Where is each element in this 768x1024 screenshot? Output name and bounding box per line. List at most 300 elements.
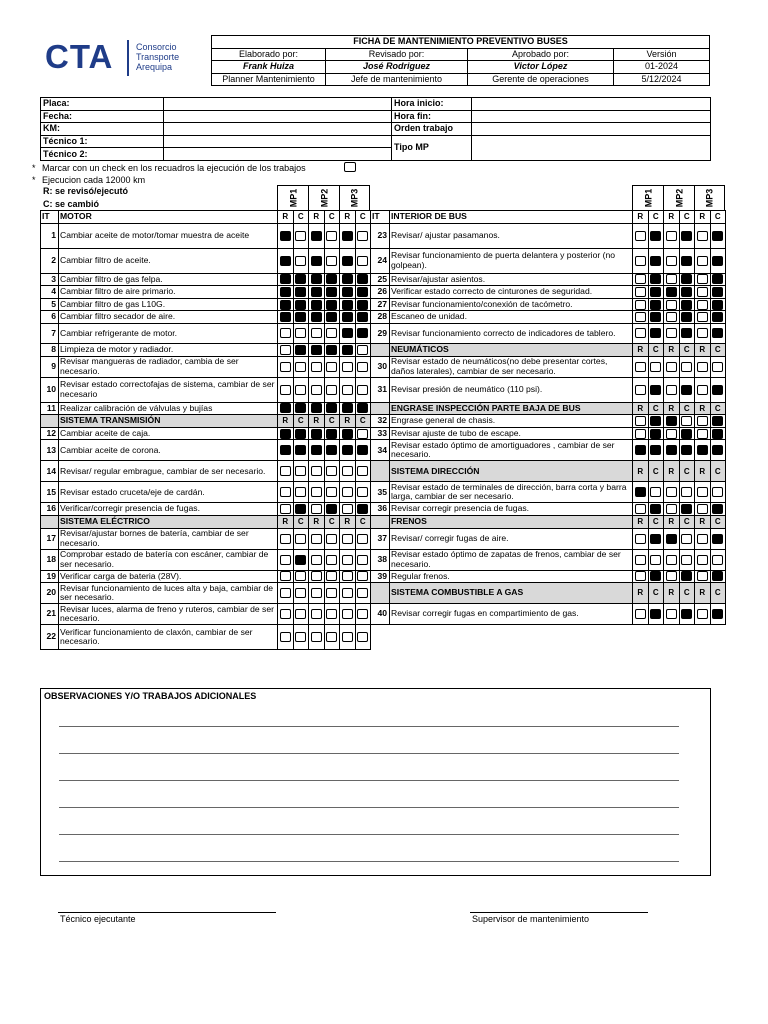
checkbox-filled[interactable] bbox=[311, 300, 322, 310]
checkbox-filled[interactable] bbox=[712, 287, 723, 297]
checkbox-filled[interactable] bbox=[666, 445, 677, 455]
item-number: 39 bbox=[371, 570, 390, 583]
checkbox-empty[interactable] bbox=[635, 429, 646, 439]
checkbox-filled[interactable] bbox=[326, 287, 337, 297]
checkbox-filled[interactable] bbox=[650, 416, 661, 426]
checkbox-empty[interactable] bbox=[697, 609, 708, 619]
checkbox-empty[interactable] bbox=[635, 312, 646, 322]
checkbox-filled[interactable] bbox=[712, 445, 723, 455]
checkbox-filled[interactable] bbox=[650, 300, 661, 310]
checkbox-filled[interactable] bbox=[342, 256, 353, 266]
checkbox-filled[interactable] bbox=[712, 231, 723, 241]
checkbox-empty[interactable] bbox=[326, 256, 337, 266]
checkbox-filled[interactable] bbox=[326, 300, 337, 310]
observation-line[interactable] bbox=[59, 861, 679, 862]
checkbox-empty[interactable] bbox=[357, 609, 368, 619]
checkbox-empty[interactable] bbox=[697, 429, 708, 439]
checkbox-filled[interactable] bbox=[342, 345, 353, 355]
checkbox-empty[interactable] bbox=[295, 487, 306, 497]
checkbox-filled[interactable] bbox=[280, 256, 291, 266]
checkbox-empty[interactable] bbox=[326, 571, 337, 581]
check-cell bbox=[710, 311, 726, 324]
checkbox-filled[interactable] bbox=[635, 445, 646, 455]
checkbox-filled[interactable] bbox=[295, 274, 306, 284]
checkbox-filled[interactable] bbox=[650, 385, 661, 395]
checkbox-filled[interactable] bbox=[342, 231, 353, 241]
checkbox-filled[interactable] bbox=[311, 403, 322, 413]
checkbox-filled[interactable] bbox=[681, 256, 692, 266]
checkbox-empty[interactable] bbox=[280, 588, 291, 598]
checkbox-filled[interactable] bbox=[666, 287, 677, 297]
checkbox-empty[interactable] bbox=[635, 416, 646, 426]
supervisor-signature-line[interactable] bbox=[470, 912, 648, 913]
check-cell bbox=[695, 323, 711, 343]
checkbox-empty[interactable] bbox=[681, 534, 692, 544]
check-cell bbox=[293, 273, 309, 286]
checkbox-empty[interactable] bbox=[326, 362, 337, 372]
checkbox-empty[interactable] bbox=[311, 571, 322, 581]
checkbox-empty[interactable] bbox=[712, 555, 723, 565]
checkbox-empty[interactable] bbox=[342, 504, 353, 514]
checkbox-empty[interactable] bbox=[697, 287, 708, 297]
checkbox-empty[interactable] bbox=[666, 504, 677, 514]
observation-line[interactable] bbox=[59, 780, 679, 781]
checkbox-filled[interactable] bbox=[650, 231, 661, 241]
checkbox-empty[interactable] bbox=[635, 385, 646, 395]
checkbox-empty[interactable] bbox=[712, 487, 723, 497]
km-field[interactable] bbox=[164, 123, 392, 136]
check-cell bbox=[309, 570, 325, 583]
checkbox-filled[interactable] bbox=[342, 274, 353, 284]
check-cell bbox=[695, 273, 711, 286]
checkbox-empty[interactable] bbox=[635, 274, 646, 284]
checkbox-empty[interactable] bbox=[311, 632, 322, 642]
checkbox-filled[interactable] bbox=[712, 385, 723, 395]
checkbox-filled[interactable] bbox=[311, 429, 322, 439]
check-cell bbox=[293, 625, 309, 650]
hora-inicio-field[interactable] bbox=[472, 98, 711, 111]
observation-line[interactable] bbox=[59, 726, 679, 727]
checkbox-empty[interactable] bbox=[697, 487, 708, 497]
checkbox-empty[interactable] bbox=[280, 328, 291, 338]
checkbox-filled[interactable] bbox=[295, 445, 306, 455]
checkbox-filled[interactable] bbox=[311, 231, 322, 241]
checkbox-empty[interactable] bbox=[280, 385, 291, 395]
checkbox-empty[interactable] bbox=[295, 588, 306, 598]
observations-box bbox=[40, 688, 711, 876]
checklist-row bbox=[41, 583, 371, 604]
checkbox-filled[interactable] bbox=[326, 274, 337, 284]
checkbox-filled[interactable] bbox=[712, 429, 723, 439]
checkbox-filled[interactable] bbox=[650, 571, 661, 581]
checkbox-empty[interactable] bbox=[357, 466, 368, 476]
checkbox-filled[interactable] bbox=[635, 487, 646, 497]
checkbox-empty[interactable] bbox=[342, 487, 353, 497]
checkbox-empty[interactable] bbox=[342, 385, 353, 395]
checkbox-empty[interactable] bbox=[280, 632, 291, 642]
checkbox-empty[interactable] bbox=[326, 588, 337, 598]
checkbox-filled[interactable] bbox=[342, 300, 353, 310]
checkbox-empty[interactable] bbox=[635, 362, 646, 372]
checkbox-filled[interactable] bbox=[326, 429, 337, 439]
checkbox-empty[interactable] bbox=[635, 555, 646, 565]
item-description: Regular frenos. bbox=[390, 570, 633, 583]
checkbox-filled[interactable] bbox=[295, 403, 306, 413]
checkbox-empty[interactable] bbox=[666, 555, 677, 565]
check-cell bbox=[340, 570, 356, 583]
checkbox-empty[interactable] bbox=[311, 555, 322, 565]
checkbox-empty[interactable] bbox=[295, 362, 306, 372]
checkbox-empty[interactable] bbox=[342, 555, 353, 565]
check-cell bbox=[648, 286, 664, 299]
rc-column-header: R bbox=[340, 415, 356, 428]
checkbox-empty[interactable] bbox=[357, 429, 368, 439]
checkbox-empty[interactable] bbox=[342, 609, 353, 619]
checkbox-filled[interactable] bbox=[681, 274, 692, 284]
item-description: Revisar funcionamiento de puerta delantera y posterior (no golpean). bbox=[390, 248, 633, 273]
checkbox-filled[interactable] bbox=[311, 274, 322, 284]
checkbox-filled[interactable] bbox=[295, 300, 306, 310]
checkbox-filled[interactable] bbox=[681, 312, 692, 322]
checkbox-empty[interactable] bbox=[697, 231, 708, 241]
checkbox-empty[interactable] bbox=[311, 466, 322, 476]
checkbox-filled[interactable] bbox=[650, 534, 661, 544]
checklist-row bbox=[41, 440, 371, 461]
checkbox-filled[interactable] bbox=[681, 445, 692, 455]
checkbox-empty[interactable] bbox=[326, 555, 337, 565]
checkbox-filled[interactable] bbox=[295, 312, 306, 322]
hora-fin-field[interactable] bbox=[472, 110, 711, 123]
section-title: SISTEMA ELÉCTRICO bbox=[59, 515, 278, 528]
checkbox-empty[interactable] bbox=[295, 328, 306, 338]
checkbox-filled[interactable] bbox=[357, 328, 368, 338]
check-cell bbox=[309, 223, 325, 248]
checkbox-filled[interactable] bbox=[357, 287, 368, 297]
checkbox-filled[interactable] bbox=[311, 345, 322, 355]
checkbox-empty[interactable] bbox=[357, 256, 368, 266]
checkbox-filled[interactable] bbox=[326, 345, 337, 355]
checkbox-filled[interactable] bbox=[650, 609, 661, 619]
checkbox-empty[interactable] bbox=[342, 588, 353, 598]
checkbox-filled[interactable] bbox=[280, 287, 291, 297]
checkbox-empty[interactable] bbox=[635, 328, 646, 338]
checkbox-empty[interactable] bbox=[697, 300, 708, 310]
checkbox-empty[interactable] bbox=[280, 466, 291, 476]
item-description: Revisar corregir presencia de fugas. bbox=[390, 503, 633, 516]
checkbox-empty[interactable] bbox=[295, 385, 306, 395]
checkbox-filled[interactable] bbox=[342, 403, 353, 413]
checkbox-filled[interactable] bbox=[712, 256, 723, 266]
checkbox-empty[interactable] bbox=[295, 609, 306, 619]
checkbox-empty[interactable] bbox=[280, 534, 291, 544]
checkbox-empty[interactable] bbox=[666, 385, 677, 395]
observation-line[interactable] bbox=[59, 753, 679, 754]
logo-line-3: Arequipa bbox=[136, 62, 173, 72]
checkbox-empty[interactable] bbox=[697, 312, 708, 322]
checkbox-filled[interactable] bbox=[681, 287, 692, 297]
checkbox-filled[interactable] bbox=[712, 300, 723, 310]
checklist-right bbox=[370, 210, 726, 625]
checkbox-filled[interactable] bbox=[326, 504, 337, 514]
checkbox-empty[interactable] bbox=[280, 555, 291, 565]
item-description: Revisar funcionamiento de luces alta y baja, cambiar de ser necesario. bbox=[59, 583, 278, 604]
checkbox-empty[interactable] bbox=[342, 632, 353, 642]
checkbox-empty[interactable] bbox=[326, 231, 337, 241]
checkbox-filled[interactable] bbox=[712, 609, 723, 619]
checkbox-empty[interactable] bbox=[280, 487, 291, 497]
checklist-row bbox=[371, 604, 726, 625]
checkbox-empty[interactable] bbox=[311, 487, 322, 497]
checkbox-filled[interactable] bbox=[712, 534, 723, 544]
checkbox-filled[interactable] bbox=[342, 445, 353, 455]
checkbox-empty[interactable] bbox=[635, 256, 646, 266]
checkbox-empty[interactable] bbox=[681, 416, 692, 426]
checkbox-empty[interactable] bbox=[635, 534, 646, 544]
checkbox-filled[interactable] bbox=[311, 287, 322, 297]
checkbox-empty[interactable] bbox=[280, 571, 291, 581]
check-cell bbox=[664, 323, 680, 343]
checkbox-empty[interactable] bbox=[311, 385, 322, 395]
check-cell bbox=[648, 604, 664, 625]
checkbox-empty[interactable] bbox=[311, 609, 322, 619]
checkbox-filled[interactable] bbox=[326, 403, 337, 413]
checkbox-filled[interactable] bbox=[681, 231, 692, 241]
checkbox-empty[interactable] bbox=[650, 487, 661, 497]
checkbox-filled[interactable] bbox=[681, 328, 692, 338]
check-cell bbox=[710, 323, 726, 343]
checkbox-empty[interactable] bbox=[342, 571, 353, 581]
checkbox-filled[interactable] bbox=[295, 429, 306, 439]
checkbox-empty[interactable] bbox=[635, 287, 646, 297]
checkbox-empty[interactable] bbox=[666, 300, 677, 310]
checkbox-filled[interactable] bbox=[357, 274, 368, 284]
mp3-header: MP3 bbox=[694, 185, 725, 211]
checkbox-empty[interactable] bbox=[326, 385, 337, 395]
checkbox-empty[interactable] bbox=[357, 534, 368, 544]
checkbox-empty[interactable] bbox=[697, 385, 708, 395]
checkbox-filled[interactable] bbox=[295, 504, 306, 514]
mp2-header: MP2 bbox=[663, 185, 694, 211]
checkbox-empty[interactable] bbox=[280, 345, 291, 355]
checkbox-empty[interactable] bbox=[357, 487, 368, 497]
checkbox-empty[interactable] bbox=[681, 555, 692, 565]
checkbox-filled[interactable] bbox=[666, 416, 677, 426]
checkbox-empty[interactable] bbox=[311, 534, 322, 544]
checkbox-empty[interactable] bbox=[666, 231, 677, 241]
checkbox-empty[interactable] bbox=[666, 487, 677, 497]
checkbox-empty[interactable] bbox=[681, 487, 692, 497]
checkbox-empty[interactable] bbox=[697, 274, 708, 284]
checkbox-empty[interactable] bbox=[280, 609, 291, 619]
observation-line[interactable] bbox=[59, 834, 679, 835]
checkbox-empty[interactable] bbox=[650, 555, 661, 565]
checkbox-empty[interactable] bbox=[357, 632, 368, 642]
checkbox-filled[interactable] bbox=[712, 274, 723, 284]
checkbox-filled[interactable] bbox=[311, 445, 322, 455]
checkbox-filled[interactable] bbox=[280, 300, 291, 310]
checkbox-empty[interactable] bbox=[666, 609, 677, 619]
tecnico2-field[interactable] bbox=[164, 148, 392, 161]
checkbox-filled[interactable] bbox=[326, 445, 337, 455]
checkbox-empty[interactable] bbox=[326, 328, 337, 338]
checkbox-empty[interactable] bbox=[357, 588, 368, 598]
checkbox-filled[interactable] bbox=[357, 445, 368, 455]
checkbox-empty[interactable] bbox=[666, 328, 677, 338]
checkbox-empty[interactable] bbox=[666, 274, 677, 284]
tipo-mp-field[interactable] bbox=[472, 135, 711, 160]
checkbox-empty[interactable] bbox=[342, 362, 353, 372]
checkbox-filled[interactable] bbox=[280, 403, 291, 413]
checkbox-empty[interactable] bbox=[697, 416, 708, 426]
checkbox-empty[interactable] bbox=[357, 385, 368, 395]
checkbox-filled[interactable] bbox=[295, 555, 306, 565]
checkbox-filled[interactable] bbox=[342, 287, 353, 297]
checkbox-filled[interactable] bbox=[342, 429, 353, 439]
checkbox-filled[interactable] bbox=[681, 609, 692, 619]
checkbox-empty[interactable] bbox=[280, 504, 291, 514]
checkbox-empty[interactable] bbox=[697, 256, 708, 266]
item-number: 8 bbox=[41, 343, 59, 356]
checkbox-filled[interactable] bbox=[295, 287, 306, 297]
checkbox-empty[interactable] bbox=[697, 571, 708, 581]
checklist-row bbox=[371, 356, 726, 377]
checkbox-filled[interactable] bbox=[712, 328, 723, 338]
checkbox-empty[interactable] bbox=[326, 632, 337, 642]
checkbox-filled[interactable] bbox=[697, 445, 708, 455]
checkbox-empty[interactable] bbox=[635, 300, 646, 310]
checkbox-empty[interactable] bbox=[326, 466, 337, 476]
checkbox-empty[interactable] bbox=[357, 555, 368, 565]
checkbox-empty[interactable] bbox=[357, 362, 368, 372]
checkbox-filled[interactable] bbox=[666, 534, 677, 544]
checkbox-empty[interactable] bbox=[326, 609, 337, 619]
checkbox-filled[interactable] bbox=[280, 274, 291, 284]
checkbox-empty[interactable] bbox=[697, 504, 708, 514]
checkbox-empty[interactable] bbox=[666, 429, 677, 439]
checkbox-filled[interactable] bbox=[650, 287, 661, 297]
check-cell bbox=[278, 343, 294, 356]
checkbox-filled[interactable] bbox=[650, 445, 661, 455]
checkbox-empty[interactable] bbox=[697, 362, 708, 372]
it-column-header bbox=[371, 515, 390, 528]
checkbox-filled[interactable] bbox=[280, 231, 291, 241]
checkbox-empty[interactable] bbox=[295, 534, 306, 544]
checkbox-empty[interactable] bbox=[666, 571, 677, 581]
checkbox-empty[interactable] bbox=[280, 362, 291, 372]
checkbox-filled[interactable] bbox=[295, 345, 306, 355]
checkbox-filled[interactable] bbox=[357, 300, 368, 310]
checkbox-filled[interactable] bbox=[681, 385, 692, 395]
checkbox-empty[interactable] bbox=[295, 571, 306, 581]
section-header-row bbox=[41, 211, 371, 224]
checkbox-empty[interactable] bbox=[357, 231, 368, 241]
checkbox-filled[interactable] bbox=[712, 312, 723, 322]
checkbox-empty[interactable] bbox=[295, 632, 306, 642]
item-number: 31 bbox=[371, 377, 390, 402]
checkbox-empty[interactable] bbox=[311, 362, 322, 372]
checkbox-empty[interactable] bbox=[342, 534, 353, 544]
checkbox-filled[interactable] bbox=[342, 328, 353, 338]
item-description: Cambiar filtro secador de aire. bbox=[59, 311, 278, 324]
checkbox-filled[interactable] bbox=[650, 274, 661, 284]
checkbox-filled[interactable] bbox=[650, 504, 661, 514]
checkbox-empty[interactable] bbox=[295, 466, 306, 476]
checkbox-empty[interactable] bbox=[311, 504, 322, 514]
checkbox-filled[interactable] bbox=[357, 504, 368, 514]
fecha-field[interactable] bbox=[164, 110, 392, 123]
checkbox-empty[interactable] bbox=[712, 362, 723, 372]
checkbox-filled[interactable] bbox=[357, 312, 368, 322]
checkbox-empty[interactable] bbox=[635, 504, 646, 514]
checkbox-filled[interactable] bbox=[681, 571, 692, 581]
instructions bbox=[32, 162, 306, 186]
checkbox-empty[interactable] bbox=[357, 571, 368, 581]
checkbox-filled[interactable] bbox=[650, 429, 661, 439]
checkbox-empty[interactable] bbox=[666, 256, 677, 266]
checkbox-filled[interactable] bbox=[681, 504, 692, 514]
check-cell bbox=[324, 604, 340, 625]
checkbox-empty[interactable] bbox=[295, 231, 306, 241]
checkbox-filled[interactable] bbox=[681, 429, 692, 439]
checkbox-filled[interactable] bbox=[311, 312, 322, 322]
placa-field[interactable] bbox=[164, 98, 392, 111]
checkbox-filled[interactable] bbox=[712, 571, 723, 581]
rc-column-header: C bbox=[679, 402, 695, 415]
checkbox-filled[interactable] bbox=[712, 416, 723, 426]
checkbox-empty[interactable] bbox=[357, 345, 368, 355]
check-cell bbox=[710, 570, 726, 583]
tecnico1-field[interactable] bbox=[164, 135, 392, 148]
orden-field[interactable] bbox=[472, 123, 711, 136]
checkbox-filled[interactable] bbox=[681, 300, 692, 310]
check-cell bbox=[695, 503, 711, 516]
item-number: 13 bbox=[41, 440, 59, 461]
checkbox-empty[interactable] bbox=[295, 256, 306, 266]
checkbox-filled[interactable] bbox=[311, 256, 322, 266]
checkbox-empty[interactable] bbox=[342, 466, 353, 476]
check-cell bbox=[293, 323, 309, 343]
checkbox-filled[interactable] bbox=[650, 328, 661, 338]
checkbox-empty[interactable] bbox=[635, 231, 646, 241]
item-description: Cambiar filtro de aceite. bbox=[59, 248, 278, 273]
checkbox-empty[interactable] bbox=[635, 571, 646, 581]
checkbox-empty[interactable] bbox=[311, 328, 322, 338]
checkbox-empty[interactable] bbox=[311, 588, 322, 598]
checkbox-empty[interactable] bbox=[697, 555, 708, 565]
tecnico-signature-line[interactable] bbox=[58, 912, 276, 913]
checkbox-empty[interactable] bbox=[326, 487, 337, 497]
checkbox-filled[interactable] bbox=[650, 312, 661, 322]
checkbox-filled[interactable] bbox=[342, 312, 353, 322]
checkbox-empty[interactable] bbox=[635, 609, 646, 619]
checkbox-filled[interactable] bbox=[712, 504, 723, 514]
checkbox-filled[interactable] bbox=[280, 429, 291, 439]
checkbox-filled[interactable] bbox=[280, 312, 291, 322]
observation-line[interactable] bbox=[59, 807, 679, 808]
checkbox-empty[interactable] bbox=[326, 534, 337, 544]
checkbox-empty[interactable] bbox=[666, 362, 677, 372]
checkbox-empty[interactable] bbox=[681, 362, 692, 372]
checkbox-filled[interactable] bbox=[357, 403, 368, 413]
checkbox-filled[interactable] bbox=[650, 256, 661, 266]
checkbox-empty[interactable] bbox=[666, 312, 677, 322]
checkbox-filled[interactable] bbox=[280, 445, 291, 455]
checkbox-empty[interactable] bbox=[650, 362, 661, 372]
check-cell bbox=[340, 286, 356, 299]
checkbox-empty[interactable] bbox=[697, 328, 708, 338]
checkbox-filled[interactable] bbox=[326, 312, 337, 322]
checkbox-empty[interactable] bbox=[697, 534, 708, 544]
